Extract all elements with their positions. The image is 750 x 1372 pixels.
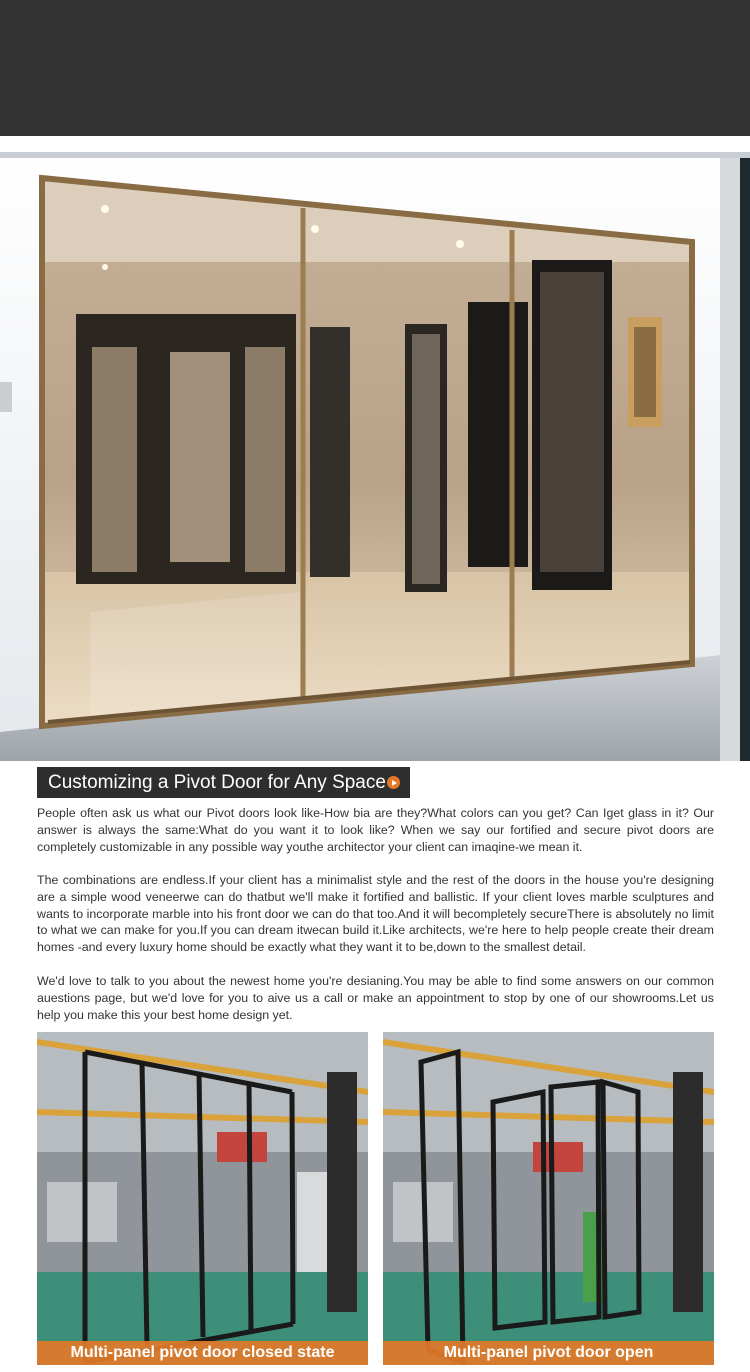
section-heading xyxy=(37,767,410,798)
photo-closed-state xyxy=(37,1032,368,1365)
banner-shadow xyxy=(0,0,750,136)
paragraph-1: People often ask us what our Pivot doors look like-How bia are they?What colors can you get? Can Iget glass in it? Our answer is always the same:What do you want it to look like? When we say our fortified and secure pivot doors are completely customizable in any possible way youthe architector your client can imaqine-we mean it. xyxy=(37,806,714,854)
hero-photo xyxy=(0,152,750,761)
photo-caption: Multi-panel pivot door open xyxy=(383,1341,714,1365)
photo-open-state xyxy=(383,1032,714,1365)
section-heading-text: Customizing a Pivot Door for Any Space xyxy=(48,772,386,793)
paragraph-3: We'd love to talk to you about the newest home you're desianing.You may be able to find some answers on our common auestions page, but we'd love for you to aive us a call or make an appointment to stop by one of our showrooms.Let us help you make this your best home design yet. xyxy=(37,974,714,1022)
play-arrow-icon xyxy=(387,776,400,789)
photo-caption: Multi-panel pivot door closed state xyxy=(37,1341,368,1365)
paragraph-2: The combinations are endless.If your client has a minimalist style and the rest of the doors in the house you're designing are a simple wood veneerwe can do thatbut we'll make it fortified and ballistic. If your client loves marble sculptures and wants to incorporate marble into his front door we can do that too.And it will becompletely secureThere is absolutely no limit to what we can make for you.If you can dream itwecan build it.Like architects, we're here to help people create their dream homes -and every luxury home should be exactly what they want it to be,down to the smallest detail. xyxy=(37,873,714,955)
